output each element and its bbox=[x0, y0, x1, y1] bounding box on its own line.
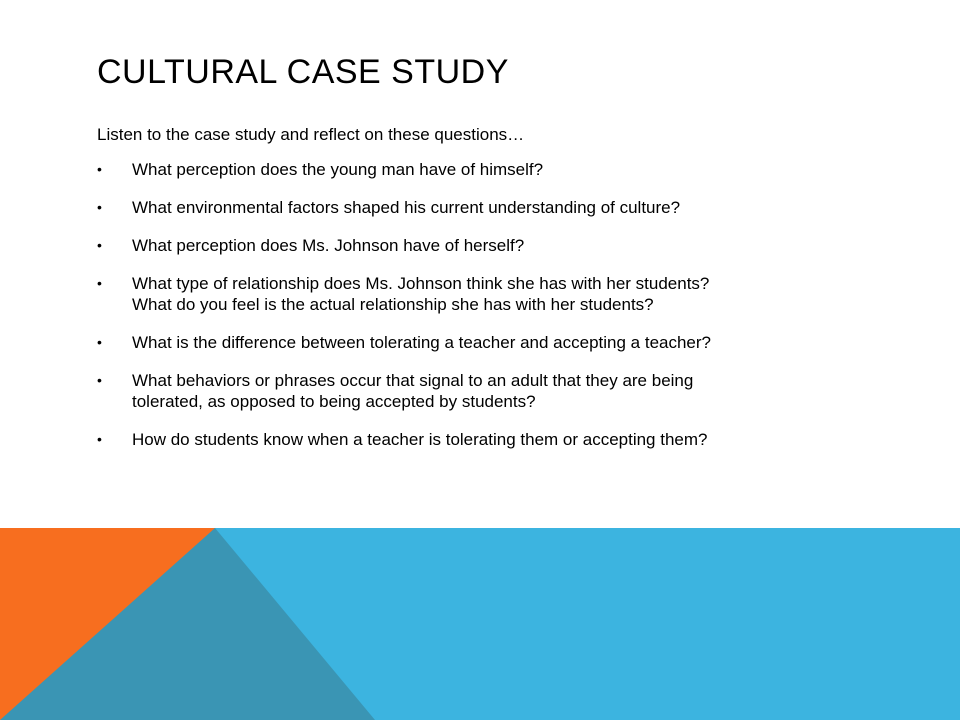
question-item bbox=[97, 332, 877, 353]
question-text: What type of relationship does Ms. Johnson think she has with her students? bbox=[132, 274, 710, 293]
bullet-icon: • bbox=[97, 237, 102, 253]
slide-title: CULTURAL CASE STUDY bbox=[97, 53, 509, 91]
question-text: What is the difference between tolerating a teacher and accepting a teacher? bbox=[132, 333, 712, 352]
question-text-continued: tolerated, as opposed to being accepted by students? bbox=[132, 392, 536, 411]
bullet-icon: • bbox=[97, 431, 102, 447]
bullet-icon: • bbox=[97, 372, 102, 388]
question-item bbox=[97, 159, 877, 180]
question-list bbox=[97, 159, 877, 467]
question-text: What perception does Ms. Johnson have of herself? bbox=[132, 236, 525, 255]
bullet-icon: • bbox=[97, 275, 102, 291]
question-text: How do students know when a teacher is tolerating them or accepting them? bbox=[132, 430, 708, 449]
intro-text: Listen to the case study and reflect on these questions… bbox=[97, 125, 525, 144]
question-text: What environmental factors shaped his current understanding of culture? bbox=[132, 198, 681, 217]
question-item bbox=[97, 429, 877, 450]
question-text-continued: What do you feel is the actual relationship she has with her students? bbox=[132, 295, 654, 314]
question-item bbox=[97, 370, 877, 412]
question-item bbox=[97, 197, 877, 218]
bullet-icon: • bbox=[97, 161, 102, 177]
question-text: What behaviors or phrases occur that signal to an adult that they are being bbox=[132, 371, 694, 390]
question-item bbox=[97, 235, 877, 256]
question-item bbox=[97, 273, 877, 315]
question-text: What perception does the young man have of himself? bbox=[132, 160, 544, 179]
decorative-footer-band bbox=[0, 528, 960, 720]
bullet-icon: • bbox=[97, 199, 102, 215]
bullet-icon: • bbox=[97, 334, 102, 350]
